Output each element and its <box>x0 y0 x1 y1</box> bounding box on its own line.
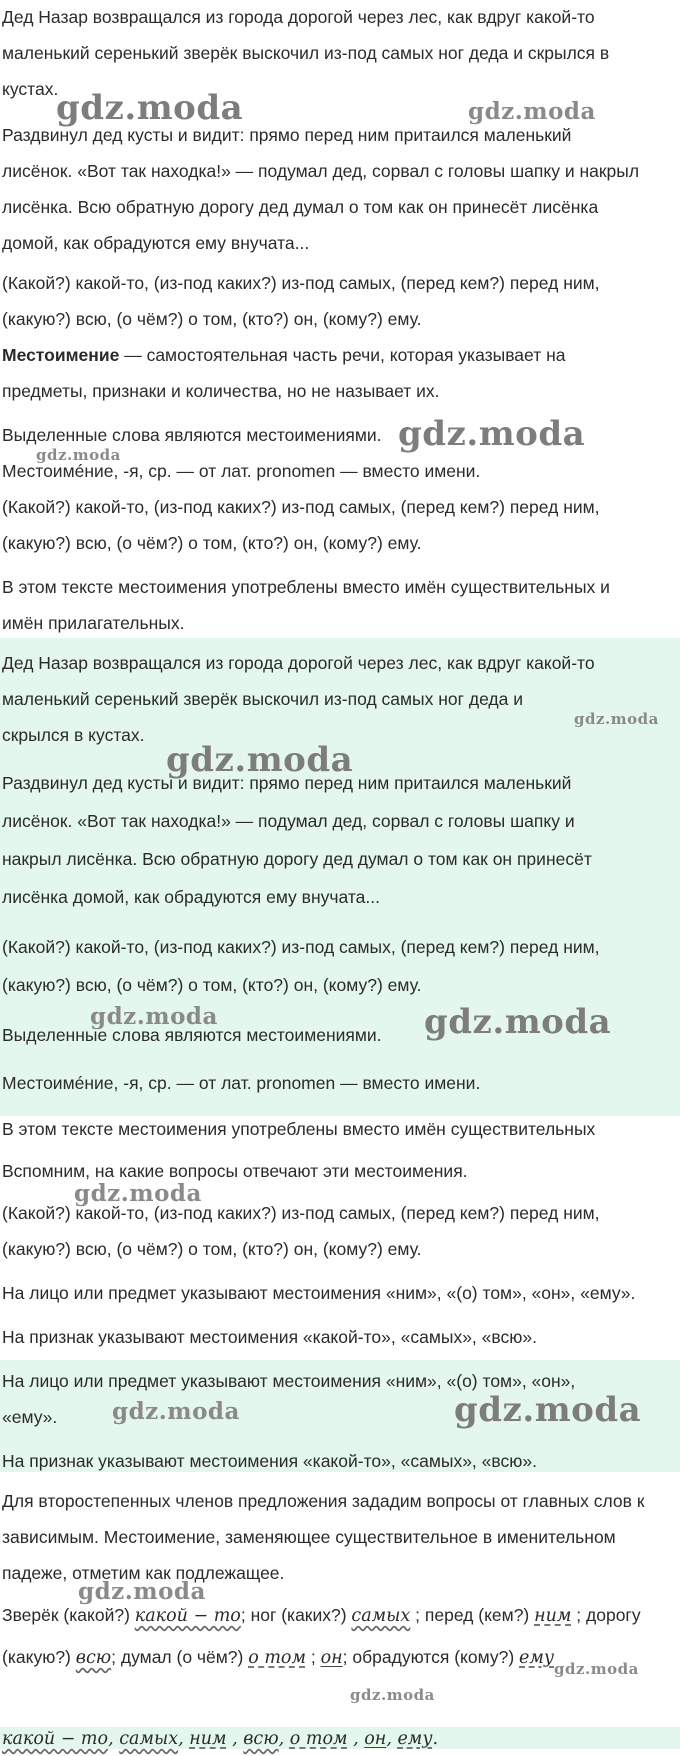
text-line: Местоимéние, -я, ср. — от лат. pronomen — вместо имени. <box>2 461 481 481</box>
text-line: маленький серенький зверёк выскочил из-под самых ног деда и скрылся в <box>2 43 610 63</box>
text-line: имён прилагательных. <box>2 613 185 633</box>
pronoun-attribute: всю <box>243 1729 279 1749</box>
text-line: маленький серенький зверёк выскочил из-под самых ног деда и <box>2 689 524 709</box>
text-line: (какую?) всю, (о чём?) о том, (кто?) он, (кому?) ему. <box>2 975 422 995</box>
watermark: gdz.moda <box>166 740 354 780</box>
text-line: Раздвинул дед кусты и видит: прямо перед ним притаился маленький <box>2 125 572 145</box>
pronoun-object: ему <box>519 1648 555 1668</box>
text-line: На признак указывают местоимения «какой-то», «самых», «всю». <box>2 1451 537 1471</box>
watermark: gdz.moda <box>56 88 244 128</box>
watermark: gdz.moda <box>112 1398 240 1425</box>
watermark: gdz.moda <box>574 710 659 728</box>
watermark: gdz.moda <box>36 446 121 464</box>
watermark: gdz.moda <box>398 414 586 454</box>
text-line: В этом тексте местоимения употреблены вместо имён существительных <box>2 1119 596 1139</box>
watermark: gdz.moda <box>350 1686 435 1704</box>
text-line: (Какой?) какой-то, (из-под каких?) из-под самых, (перед кем?) перед ним, <box>2 497 600 517</box>
separator: . <box>432 1729 439 1749</box>
watermark: gdz.moda <box>90 1003 218 1030</box>
text-line: накрыл лисёнка. Всю обратную дорогу дед думал о том как он принесёт <box>2 849 592 869</box>
watermark: gdz.moda <box>454 1390 642 1430</box>
text-line: Для второстепенных членов предложения зададим вопросы от главных слов к <box>2 1491 645 1511</box>
text-line: кустах. <box>2 79 59 99</box>
definition-line <box>2 344 565 366</box>
pronoun-object: ним <box>189 1729 227 1749</box>
text-line: Выделенные слова являются местоимениями. <box>2 1025 382 1045</box>
parse-text: ; дорогу <box>571 1605 641 1625</box>
parse-text: Зверёк (какой?) <box>2 1605 135 1625</box>
parse-text: ; думал (о чём?) <box>111 1647 249 1667</box>
definition-text: — самостоятельная часть речи, которая указывает на <box>119 345 566 365</box>
separator: , <box>386 1729 398 1749</box>
parse-text: (какую?) <box>2 1647 76 1667</box>
text-line: Местоимéние, -я, ср. — от лат. pronomen — вместо имени. <box>2 1073 481 1093</box>
text-line: В этом тексте местоимения употреблены вместо имён существительных и <box>2 577 610 597</box>
text-line: Дед Назар возвращался из города дорогой через лес, как вдруг какой-то <box>2 7 595 27</box>
text-line: На лицо или предмет указывают местоимения «ним», «(о) том», «он», «ему». <box>2 1283 636 1303</box>
pronoun-subject: он <box>364 1729 387 1749</box>
text-line: лисёнок. «Вот так находка!» — подумал дед, сорвал с головы шапку и <box>2 811 575 831</box>
text-line: (Какой?) какой-то, (из-под каких?) из-под самых, (перед кем?) перед ним, <box>2 273 600 293</box>
watermark: gdz.moda <box>78 1578 206 1605</box>
text-line: падеже, отметим как подлежащее. <box>2 1563 285 1583</box>
separator: , <box>178 1729 190 1749</box>
text-line: (какую?) всю, (о чём?) о том, (кто?) он, (кому?) ему. <box>2 1239 422 1259</box>
separator: , <box>278 1729 290 1749</box>
definition-term: Местоимение <box>2 345 120 365</box>
text-line: домой, как обрадуются ему внучата... <box>2 233 310 253</box>
parse-text: ; <box>305 1647 321 1667</box>
text-line: лисёнок. «Вот так находка!» — подумал дед, сорвал с головы шапку и накрыл <box>2 161 640 181</box>
text-line: (Какой?) какой-то, (из-под каких?) из-под самых, (перед кем?) перед ним, <box>2 937 600 957</box>
watermark: gdz.moda <box>424 1002 612 1042</box>
parsing-line <box>2 1604 641 1627</box>
parse-text: ; перед (кем?) <box>410 1605 535 1625</box>
pronoun-object: ним <box>534 1606 572 1626</box>
separator: , <box>347 1729 365 1749</box>
parsing-line <box>2 1646 554 1669</box>
text-line: Вспомним, на какие вопросы отвечают эти местоимения. <box>2 1161 468 1181</box>
pronoun-object: о том <box>248 1648 306 1668</box>
text-line: зависимым. Местоимение, заменяющее существительное в именительном <box>2 1527 616 1547</box>
text-line: скрылся в кустах. <box>2 725 145 745</box>
pronoun-attribute: всю <box>75 1648 112 1668</box>
text-line: (какую?) всю, (о чём?) о том, (кто?) он, (кому?) ему. <box>2 533 422 553</box>
text-line: На признак указывают местоимения «какой-то», «самых», «всю». <box>2 1327 537 1347</box>
text-line: лисёнка. Всю обратную дорогу дед думал о том как он принесёт лисёнка <box>2 197 599 217</box>
text-line: предметы, признаки и количества, но не называет их. <box>2 381 440 401</box>
text-line: Раздвинул дед кусты и видит: прямо перед ним притаился маленький <box>2 773 572 793</box>
text-line: лисёнка домой, как обрадуются ему внучата... <box>2 887 380 907</box>
pronoun-object: ему <box>397 1729 433 1749</box>
watermark: gdz.moda <box>554 1660 639 1678</box>
pronoun-subject: он <box>320 1648 343 1668</box>
pronoun-attribute: какой − то <box>134 1606 241 1626</box>
separator: , <box>226 1729 244 1749</box>
pronoun-summary-line <box>2 1727 438 1750</box>
pronoun-attribute: какой − то <box>2 1729 109 1749</box>
parse-text: ; ног (каких?) <box>240 1605 352 1625</box>
text-line: (какую?) всю, (о чём?) о том, (кто?) он, (кому?) ему. <box>2 309 422 329</box>
text-line: Выделенные слова являются местоимениями. <box>2 425 382 445</box>
watermark: gdz.moda <box>74 1180 202 1207</box>
text-line: (Какой?) какой-то, (из-под каких?) из-под самых, (перед кем?) перед ним, <box>2 1203 600 1223</box>
separator: , <box>108 1729 120 1749</box>
watermark: gdz.moda <box>468 98 596 125</box>
pronoun-attribute: самых <box>351 1606 411 1626</box>
text-line: «ему». <box>2 1407 58 1427</box>
parse-text: ; обрадуются (кому?) <box>342 1647 520 1667</box>
pronoun-object: о том <box>289 1729 348 1749</box>
text-line: На лицо или предмет указывают местоимения «ним», «(о) том», «он», <box>2 1371 576 1391</box>
text-line: Дед Назар возвращался из города дорогой через лес, как вдруг какой-то <box>2 653 595 673</box>
pronoun-attribute: самых <box>119 1729 179 1749</box>
